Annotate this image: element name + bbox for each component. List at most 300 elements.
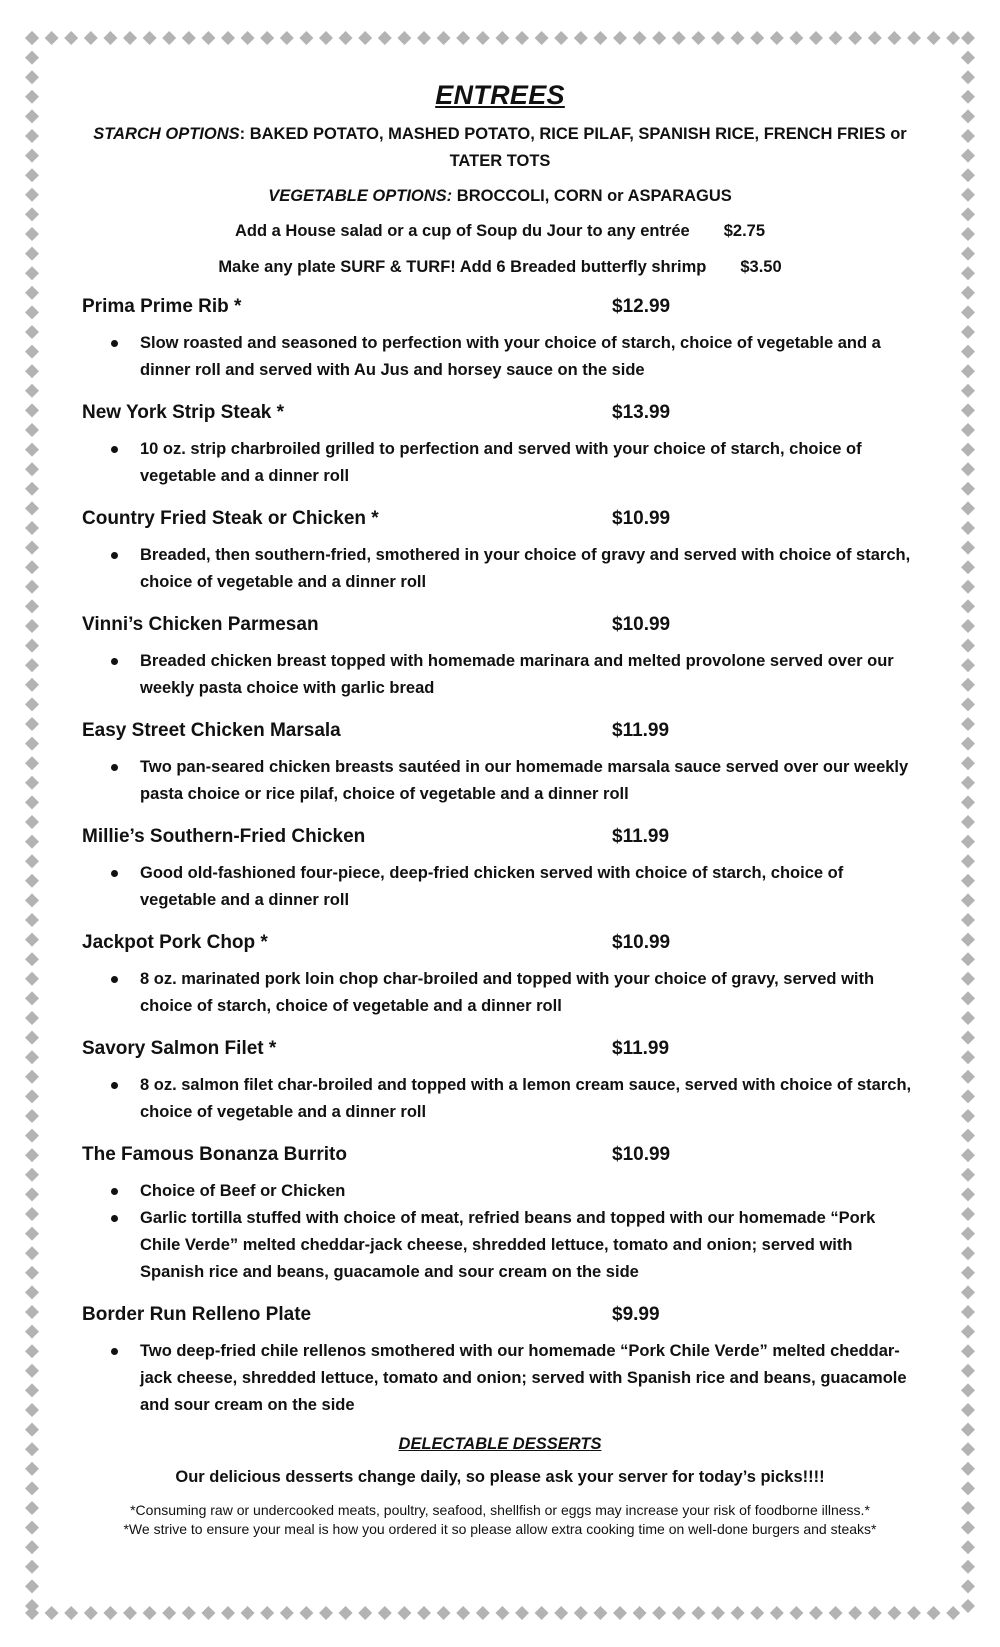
diamond-icon (25, 403, 39, 417)
diamond-icon (25, 247, 39, 261)
diamond-icon (961, 423, 975, 437)
diamond-icon (25, 874, 39, 888)
diamond-icon (961, 541, 975, 555)
entree-name: Savory Salmon Filet * (82, 1038, 277, 1059)
diamond-icon (961, 1442, 975, 1456)
diamond-icon (182, 1606, 196, 1620)
diamond-icon (535, 1606, 549, 1620)
entree-item (82, 608, 918, 702)
diamond-icon (299, 1606, 313, 1620)
diamond-icon (25, 776, 39, 790)
entree-description-text: Slow roasted and seasoned to perfection with your choice of starch, choice of vegetable and a dinner roll and served with Au Jus and horsey sauce on the side (140, 334, 881, 379)
entree-description (140, 648, 918, 702)
diamond-icon (143, 1606, 157, 1620)
diamond-icon (25, 90, 39, 104)
diamond-icon (652, 1606, 666, 1620)
entree-description-text: Two pan-seared chicken breasts sautéed in our homemade marsala sauce served over our weekly pasta choice or rice pilaf, choice of vegetable and a dinner roll (140, 758, 909, 803)
diamond-icon (961, 266, 975, 280)
diamond-icon (417, 31, 431, 45)
diamond-icon (961, 560, 975, 574)
diamond-icon (25, 1501, 39, 1515)
diamond-icon (280, 31, 294, 45)
entree-description (140, 1072, 918, 1126)
diamond-icon (961, 658, 975, 672)
diamond-icon (961, 462, 975, 476)
diamond-icon (25, 1481, 39, 1495)
entree-description (140, 330, 918, 384)
diamond-icon (25, 991, 39, 1005)
entree-description (140, 966, 918, 1020)
diamond-border-top (24, 30, 976, 46)
diamond-icon (770, 1606, 784, 1620)
diamond-icon (25, 1403, 39, 1417)
diamond-icon (961, 325, 975, 339)
diamond-icon (397, 31, 411, 45)
diamond-icon (25, 188, 39, 202)
page-title: ENTREES (435, 80, 565, 110)
diamond-icon (961, 70, 975, 84)
entree-header (82, 396, 918, 430)
diamond-icon (672, 1606, 686, 1620)
diamond-icon (25, 1187, 39, 1201)
diamond-icon (961, 247, 975, 261)
diamond-icon (961, 305, 975, 319)
diamond-border-left (24, 30, 40, 1621)
diamond-icon (25, 51, 39, 65)
diamond-icon (961, 835, 975, 849)
addon-text: Add a House salad or a cup of Soup du Jour to any entrée (234, 222, 690, 240)
bullet-icon (111, 870, 118, 877)
entree-header (82, 502, 918, 536)
diamond-icon (25, 639, 39, 653)
diamond-icon (25, 717, 39, 731)
diamond-icon (961, 286, 975, 300)
vegetable-options-label: VEGETABLE OPTIONS: (268, 187, 453, 205)
diamond-icon (515, 1606, 529, 1620)
diamond-icon (319, 1606, 333, 1620)
entree-description-list (82, 1178, 918, 1286)
diamond-icon (25, 580, 39, 594)
diamond-icon (961, 1168, 975, 1182)
addon-line (82, 218, 918, 245)
diamond-icon (961, 501, 975, 515)
diamond-icon (961, 482, 975, 496)
diamond-icon (961, 1599, 975, 1613)
diamond-icon (515, 31, 529, 45)
diamond-icon (961, 678, 975, 692)
bullet-icon (111, 1082, 118, 1089)
diamond-icon (961, 580, 975, 594)
diamond-icon (25, 1305, 39, 1319)
diamond-icon (961, 697, 975, 711)
diamond-icon (789, 1606, 803, 1620)
entree-description-list (82, 330, 918, 384)
entree-description (140, 436, 918, 490)
diamond-icon (961, 345, 975, 359)
entree-price: $11.99 (612, 1038, 670, 1059)
entree-name: Border Run Relleno Plate (82, 1304, 312, 1325)
vegetable-options (82, 183, 918, 210)
addon-price: $3.50 (740, 258, 782, 276)
entree-description-text: Choice of Beef or Chicken (140, 1182, 346, 1200)
diamond-icon (25, 1325, 39, 1339)
entree-header (82, 926, 918, 960)
entree-item (82, 290, 918, 384)
diamond-icon (961, 1423, 975, 1437)
diamond-border-bottom (24, 1605, 976, 1621)
diamond-icon (946, 31, 960, 45)
entree-header (82, 820, 918, 854)
diamond-icon (241, 1606, 255, 1620)
footnote-cooking-time: *We strive to ensure your meal is how you ordered it so please allow extra cooking time on well-done burgers and steaks* (123, 1521, 877, 1537)
entree-name: Vinni’s Chicken Parmesan (82, 614, 319, 635)
diamond-icon (25, 1462, 39, 1476)
entree-description (140, 1178, 918, 1205)
entree-name: Easy Street Chicken Marsala (82, 720, 341, 741)
diamond-icon (961, 1070, 975, 1084)
diamond-icon (476, 1606, 490, 1620)
diamond-icon (25, 129, 39, 143)
diamond-icon (961, 1560, 975, 1574)
entree-description-list (82, 436, 918, 490)
entree-description (140, 542, 918, 596)
diamond-icon (961, 1403, 975, 1417)
diamond-icon (260, 1606, 274, 1620)
diamond-border-right (960, 30, 976, 1621)
diamond-icon (25, 70, 39, 84)
desserts-text: Our delicious desserts change daily, so please ask your server for today’s picks!!!! (175, 1468, 825, 1486)
diamond-icon (25, 1011, 39, 1025)
diamond-icon (162, 31, 176, 45)
entree-description (140, 754, 918, 808)
diamond-icon (25, 286, 39, 300)
diamond-icon (25, 1129, 39, 1143)
diamond-icon (613, 31, 627, 45)
diamond-icon (961, 913, 975, 927)
diamond-icon (25, 599, 39, 613)
diamond-icon (961, 207, 975, 221)
diamond-icon (201, 31, 215, 45)
diamond-icon (961, 1089, 975, 1103)
diamond-icon (961, 717, 975, 731)
diamond-icon (25, 1089, 39, 1103)
diamond-icon (593, 31, 607, 45)
diamond-icon (25, 1266, 39, 1280)
diamond-icon (574, 1606, 588, 1620)
diamond-icon (25, 266, 39, 280)
diamond-icon (961, 1129, 975, 1143)
diamond-icon (961, 384, 975, 398)
diamond-icon (25, 913, 39, 927)
diamond-icon (143, 31, 157, 45)
diamond-icon (84, 31, 98, 45)
diamond-icon (25, 109, 39, 123)
entree-description-list (82, 542, 918, 596)
entree-description-list (82, 754, 918, 808)
entree-name: Jackpot Pork Chop * (82, 932, 268, 953)
diamond-icon (961, 933, 975, 947)
diamond-icon (927, 1606, 941, 1620)
diamond-icon (961, 1501, 975, 1515)
diamond-icon (554, 1606, 568, 1620)
diamond-icon (25, 1285, 39, 1299)
diamond-icon (45, 1606, 59, 1620)
diamond-icon (25, 1227, 39, 1241)
diamond-icon (633, 31, 647, 45)
bullet-icon (111, 340, 118, 347)
diamond-icon (961, 795, 975, 809)
diamond-icon (123, 1606, 137, 1620)
diamond-icon (25, 541, 39, 555)
diamond-icon (25, 1168, 39, 1182)
entree-description-list (82, 648, 918, 702)
diamond-icon (829, 31, 843, 45)
diamond-icon (961, 599, 975, 613)
diamond-icon (456, 1606, 470, 1620)
diamond-icon (25, 227, 39, 241)
bullet-icon (111, 976, 118, 983)
diamond-icon (961, 168, 975, 182)
diamond-icon (961, 90, 975, 104)
diamond-icon (339, 1606, 353, 1620)
starch-options-text: : BAKED POTATO, MASHED POTATO, RICE PILAF, SPANISH RICE, FRENCH FRIES or TATER TOTS (239, 125, 907, 170)
diamond-icon (495, 1606, 509, 1620)
diamond-icon (201, 1606, 215, 1620)
diamond-icon (961, 1364, 975, 1378)
diamond-icon (961, 619, 975, 633)
entree-name: Millie’s Southern-Fried Chicken (82, 826, 366, 847)
diamond-icon (25, 364, 39, 378)
diamond-icon (25, 1031, 39, 1045)
entree-price: $11.99 (612, 826, 670, 847)
diamond-icon (45, 31, 59, 45)
entree-description-text: Good old-fashioned four-piece, deep-fried chicken served with choice of starch, choice of vegetable and a dinner roll (140, 864, 844, 909)
diamond-icon (25, 1070, 39, 1084)
bullet-icon (111, 1188, 118, 1195)
addon-price: $2.75 (723, 222, 766, 240)
diamond-icon (750, 31, 764, 45)
diamond-icon (961, 1207, 975, 1221)
diamond-icon (25, 423, 39, 437)
diamond-icon (437, 1606, 451, 1620)
diamond-icon (25, 1383, 39, 1397)
diamond-icon (25, 560, 39, 574)
diamond-icon (25, 1207, 39, 1221)
bullet-icon (111, 552, 118, 559)
diamond-icon (25, 795, 39, 809)
diamond-icon (25, 678, 39, 692)
entree-header (82, 1032, 918, 1066)
addon-line (82, 254, 918, 281)
entree-price: $10.99 (612, 1144, 671, 1165)
entree-header (82, 714, 918, 748)
diamond-icon (25, 1246, 39, 1260)
diamond-icon (378, 31, 392, 45)
diamond-icon (961, 854, 975, 868)
diamond-icon (437, 31, 451, 45)
diamond-icon (358, 31, 372, 45)
entree-item (82, 926, 918, 1020)
diamond-icon (927, 31, 941, 45)
diamond-icon (25, 756, 39, 770)
entree-price: $10.99 (612, 932, 671, 953)
diamond-icon (809, 1606, 823, 1620)
diamond-icon (25, 1423, 39, 1437)
entree-description (140, 1338, 918, 1419)
diamond-icon (260, 31, 274, 45)
diamond-icon (103, 1606, 117, 1620)
diamond-icon (25, 325, 39, 339)
diamond-icon (25, 1560, 39, 1574)
entree-header (82, 290, 918, 324)
diamond-icon (535, 31, 549, 45)
diamond-icon (633, 1606, 647, 1620)
desserts-title: DELECTABLE DESSERTS (398, 1435, 602, 1453)
diamond-icon (961, 1540, 975, 1554)
diamond-icon (417, 1606, 431, 1620)
diamond-icon (241, 31, 255, 45)
diamond-icon (280, 1606, 294, 1620)
diamond-icon (961, 1031, 975, 1045)
diamond-icon (25, 893, 39, 907)
diamond-icon (358, 1606, 372, 1620)
entree-description (140, 860, 918, 914)
diamond-icon (711, 1606, 725, 1620)
diamond-icon (946, 1606, 960, 1620)
diamond-icon (672, 31, 686, 45)
entree-header (82, 1298, 918, 1332)
diamond-icon (961, 1187, 975, 1201)
diamond-icon (961, 991, 975, 1005)
diamond-icon (961, 639, 975, 653)
diamond-icon (25, 443, 39, 457)
diamond-icon (25, 384, 39, 398)
entree-description (140, 1205, 918, 1286)
diamond-icon (25, 972, 39, 986)
diamond-icon (456, 31, 470, 45)
entree-item (82, 1138, 918, 1286)
diamond-icon (593, 1606, 607, 1620)
bullet-icon (111, 1215, 118, 1222)
diamond-icon (961, 1285, 975, 1299)
starch-options-label: STARCH OPTIONS (93, 125, 240, 143)
diamond-icon (25, 697, 39, 711)
diamond-icon (961, 364, 975, 378)
diamond-icon (961, 109, 975, 123)
diamond-icon (25, 1109, 39, 1123)
entree-description-text: 8 oz. salmon filet char-broiled and topped with a lemon cream sauce, served with choice of starch, choice of vegetable and a dinner roll (140, 1076, 912, 1121)
diamond-icon (961, 1325, 975, 1339)
diamond-icon (25, 854, 39, 868)
diamond-icon (554, 31, 568, 45)
diamond-icon (961, 737, 975, 751)
diamond-icon (887, 1606, 901, 1620)
diamond-icon (25, 207, 39, 221)
diamond-icon (731, 31, 745, 45)
diamond-icon (25, 1442, 39, 1456)
diamond-icon (123, 31, 137, 45)
entree-item (82, 714, 918, 808)
entree-name: New York Strip Steak * (82, 402, 285, 423)
diamond-icon (25, 835, 39, 849)
diamond-icon (961, 776, 975, 790)
diamond-icon (25, 31, 39, 45)
diamond-icon (961, 972, 975, 986)
diamond-icon (961, 188, 975, 202)
diamond-icon (25, 619, 39, 633)
diamond-icon (378, 1606, 392, 1620)
entree-item (82, 1298, 918, 1419)
diamond-icon (25, 1599, 39, 1613)
entree-price: $11.99 (612, 720, 670, 741)
menu-page (82, 80, 918, 1539)
entree-name: Country Fried Steak or Chicken * (82, 508, 379, 529)
diamond-icon (961, 129, 975, 143)
addon-text: Make any plate SURF & TURF! Add 6 Breaded butterfly shrimp (218, 258, 707, 276)
entree-description-text: Garlic tortilla stuffed with choice of meat, refried beans and topped with our homemade “Pork Chile Verde” melted cheddar-jack cheese, shredded lettuce, tomato and onion; served with Spanish rice and beans, guacamole and sour cream on the side (140, 1209, 876, 1281)
diamond-icon (961, 1521, 975, 1535)
bullet-icon (111, 1348, 118, 1355)
diamond-icon (961, 403, 975, 417)
diamond-icon (711, 31, 725, 45)
diamond-icon (25, 482, 39, 496)
diamond-icon (961, 952, 975, 966)
diamond-icon (961, 815, 975, 829)
diamond-icon (25, 1344, 39, 1358)
diamond-icon (574, 31, 588, 45)
diamond-icon (25, 815, 39, 829)
diamond-icon (25, 1521, 39, 1535)
diamond-icon (961, 756, 975, 770)
diamond-icon (476, 31, 490, 45)
entree-description-text: Breaded, then southern-fried, smothered in your choice of gravy and served with choice of starch, choice of vegetable and a dinner roll (140, 546, 911, 591)
diamond-icon (25, 1364, 39, 1378)
diamond-icon (25, 1540, 39, 1554)
entree-description-text: Two deep-fried chile rellenos smothered with our homemade “Pork Chile Verde” melted cheddar-jack cheese, shredded lettuce, tomato and onion; served with Spanish rice and beans, guacamole and sour cream on the side (140, 1342, 907, 1414)
diamond-icon (961, 1148, 975, 1162)
entree-name: The Famous Bonanza Burrito (82, 1144, 347, 1165)
entree-item (82, 396, 918, 490)
diamond-icon (319, 31, 333, 45)
entree-list (82, 290, 918, 1419)
diamond-icon (25, 952, 39, 966)
diamond-icon (25, 1579, 39, 1593)
diamond-icon (961, 1246, 975, 1260)
diamond-icon (868, 31, 882, 45)
diamond-icon (25, 933, 39, 947)
starch-options (82, 121, 918, 175)
diamond-icon (868, 1606, 882, 1620)
diamond-icon (25, 149, 39, 163)
diamond-icon (961, 893, 975, 907)
entree-price: $9.99 (612, 1304, 660, 1325)
diamond-icon (25, 462, 39, 476)
entree-description-list (82, 860, 918, 914)
bullet-icon (111, 446, 118, 453)
diamond-icon (64, 31, 78, 45)
diamond-icon (961, 1050, 975, 1064)
diamond-icon (789, 31, 803, 45)
entree-price: $13.99 (612, 402, 671, 423)
diamond-icon (25, 1148, 39, 1162)
diamond-icon (829, 1606, 843, 1620)
diamond-icon (691, 31, 705, 45)
diamond-icon (961, 521, 975, 535)
diamond-icon (907, 31, 921, 45)
diamond-icon (221, 1606, 235, 1620)
diamond-icon (613, 1606, 627, 1620)
diamond-icon (25, 168, 39, 182)
